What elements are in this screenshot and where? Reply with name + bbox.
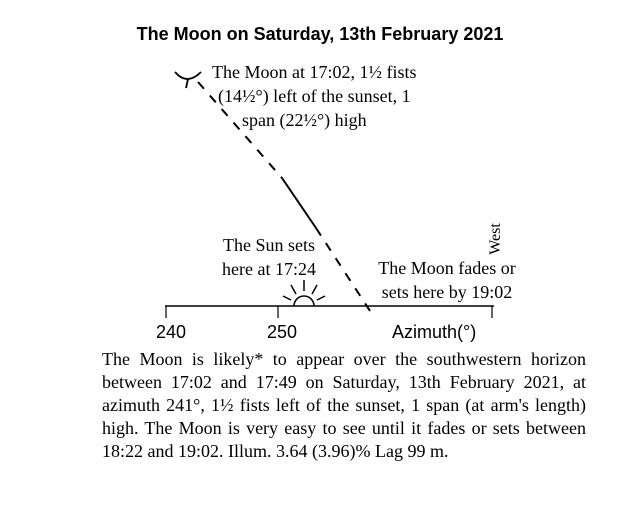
moon-label-line-3: span (22½°) high [242, 110, 367, 130]
moon-track-middle [282, 178, 316, 228]
tick-label-250: 250 [267, 322, 298, 342]
moonset-label-line-2: sets here by 19:02 [381, 282, 513, 302]
west-direction-label: West [487, 223, 504, 255]
moon-position-label [212, 60, 467, 132]
diagram-title: The Moon on Saturday, 13th February 2021 [136, 24, 504, 44]
sunset-label [213, 233, 325, 281]
tick-label-240: 240 [156, 322, 187, 342]
crescent-moon-icon [175, 72, 201, 88]
sunset-label-line-2: here at 17:24 [222, 259, 316, 279]
moonset-label [362, 256, 532, 304]
azimuth-axis-label: Azimuth(°) [392, 322, 477, 342]
visibility-description: The Moon is likely* to appear over the southwestern horizon between 17:02 and 17:49 on Saturday, 13th February 2021, at azimuth 241°, 1½ fists left of the sunset, 1 span (at arm's length) high. The Moon is very easy to see until it fades or sets between 18:22 and 19:02. Illum. 3.64 (3.96)% Lag 99 m. [102, 349, 586, 461]
moon-label-line-1: The Moon at 17:02, 1½ fists [212, 62, 417, 82]
sunset-label-line-1: The Sun sets [223, 235, 315, 255]
setting-sun-icon [283, 280, 325, 306]
moonset-label-line-1: The Moon fades or [378, 258, 516, 278]
moon-label-line-2: (14½°) left of the sunset, 1 [218, 86, 411, 106]
